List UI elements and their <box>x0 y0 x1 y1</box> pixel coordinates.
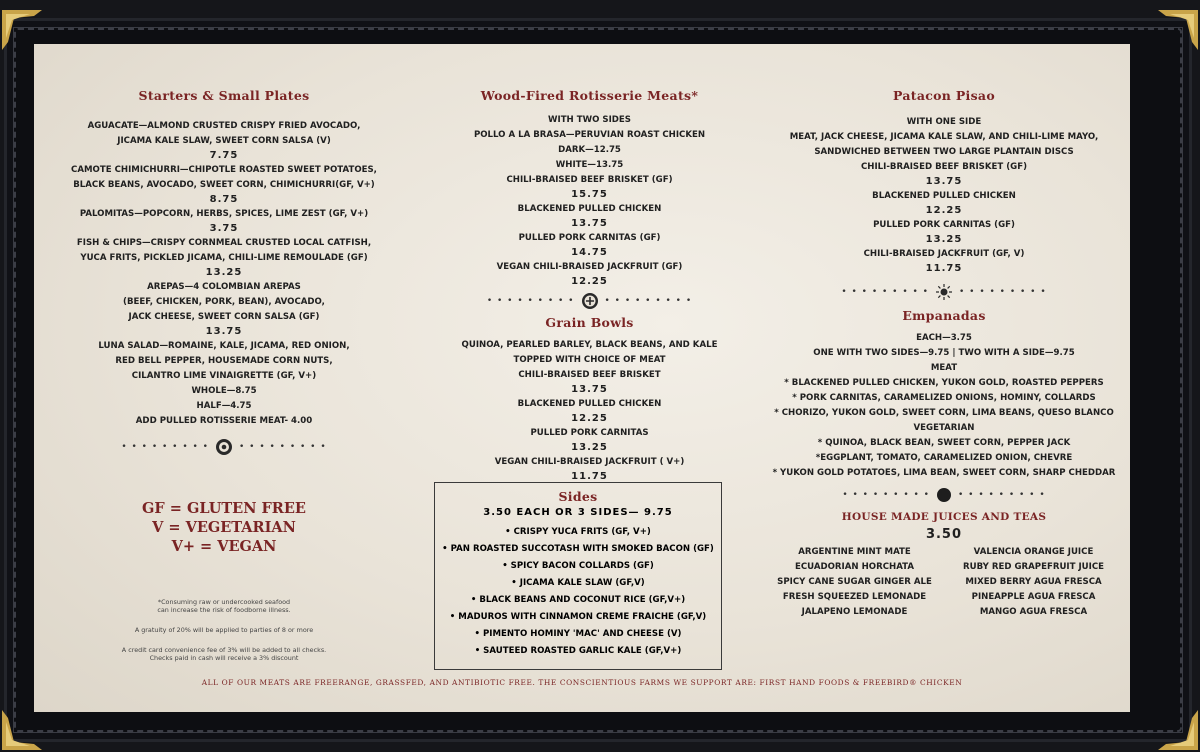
juice-item: MANGO AGUA FRESCA <box>979 607 1088 617</box>
starters-line: FISH & CHIPS—CRISPY CORNMEAL CRUSTED LOCAL CATFISH, <box>76 238 372 248</box>
fine-print-line: can increase the risk of foodborne illness. <box>157 606 291 614</box>
price: 8.75 <box>209 194 239 205</box>
side-item: • PAN ROASTED SUCCOTASH WITH SMOKED BACON (GF) <box>442 544 714 554</box>
grain-bowls-list <box>412 338 767 484</box>
patacon-list <box>769 115 1119 276</box>
starters-line: (BEEF, CHICKEN, PORK, BEAN), AVOCADO, <box>123 297 325 307</box>
rotisserie-column <box>412 44 767 484</box>
juice-item: ECUADORIAN HORCHATA <box>794 562 915 572</box>
sides-heading: Sides <box>558 489 598 504</box>
side-item: • SAUTEED ROASTED GARLIC KALE (GF,V+) <box>474 646 682 656</box>
ornament-divider <box>769 483 1119 507</box>
starters-line: CILANTRO LIME VINAIGRETTE (GF, V+) <box>131 371 317 381</box>
price: 7.75 <box>209 150 239 161</box>
juices-right-column <box>948 545 1119 620</box>
price: 13.75 <box>925 176 963 187</box>
rotisserie-list <box>412 113 767 289</box>
juice-item: MIXED BERRY AGUA FRESCA <box>965 577 1102 587</box>
price: 11.75 <box>571 471 608 482</box>
side-item: • MADUROS WITH CINNAMON CREME FRAICHE (GF,V) <box>449 612 707 622</box>
legend-gf: GF = GLUTEN FREE <box>142 500 306 517</box>
rotisserie-line: WHITE—13.75 <box>555 160 624 170</box>
price: 13.25 <box>205 267 243 278</box>
empanadas-line: MEAT <box>930 363 958 373</box>
price: 12.25 <box>571 276 608 287</box>
starters-column <box>44 44 404 662</box>
starters-line: LUNA SALAD—ROMAINE, KALE, JICAMA, RED ONION, <box>98 341 350 351</box>
empanadas-heading: Empanadas <box>902 308 986 323</box>
juice-item: PINEAPPLE AGUA FRESCA <box>971 592 1096 602</box>
ornament-divider <box>769 280 1119 304</box>
starters-line: AGUACATE—ALMOND CRUSTED CRISPY FRIED AVOCADO, <box>87 121 361 131</box>
starters-line: BLACK BEANS, AVOCADO, SWEET CORN, CHIMICHURRI(GF, V+) <box>73 180 375 190</box>
sides-list <box>435 524 721 660</box>
juices-price: 3.50 <box>925 527 963 542</box>
corner-ornament-icon <box>1156 8 1200 52</box>
starters-line: YUCA FRITS, PICKLED JICAMA, CHILI-LIME REMOULADE (GF) <box>80 253 368 263</box>
juices-heading: HOUSE MADE JUICES AND TEAS <box>841 511 1047 523</box>
starters-line: PALOMITAS—POPCORN, HERBS, SPICES, LIME ZEST (GF, V+) <box>79 209 369 219</box>
juice-item: RUBY RED GRAPEFRUIT JUICE <box>962 562 1105 572</box>
fine-print-line: A credit card convenience fee of 3% will be added to all checks. <box>121 646 327 654</box>
empanadas-line: ONE WITH TWO SIDES—9.75 | TWO WITH A SIDE—9.75 <box>813 348 1075 358</box>
juices-list <box>769 545 1119 620</box>
price: 12.25 <box>571 413 608 424</box>
empanadas-line: * CHORIZO, YUKON GOLD, SWEET CORN, LIMA BEANS, QUESO BLANCO <box>774 408 1114 418</box>
grain-bowls-heading: Grain Bowls <box>545 315 634 330</box>
juice-item: JALAPENO LEMONADE <box>801 607 908 617</box>
grain-bowls-line: PULLED PORK CARNITAS <box>530 428 649 438</box>
rotisserie-line: DARK—12.75 <box>558 145 621 155</box>
side-item: • PIMENTO HOMINY 'MAC' AND CHEESE (V) <box>474 629 682 639</box>
starters-list <box>44 119 404 429</box>
price: 15.75 <box>571 189 608 200</box>
divider-dots: • • • • • • • • • <box>841 287 929 297</box>
patacon-column <box>769 44 1119 620</box>
patacon-line: MEAT, JACK CHEESE, JICAMA KALE SLAW, AND CHILI-LIME MAYO, <box>789 132 1099 142</box>
starters-line: JICAMA KALE SLAW, SWEET CORN SALSA (V) <box>117 136 331 146</box>
juices-left-column <box>769 545 940 620</box>
starters-line: ADD PULLED ROTISSERIE MEAT- 4.00 <box>135 416 313 426</box>
corner-ornament-icon <box>0 708 44 752</box>
starters-line: WHOLE—8.75 <box>191 386 257 396</box>
grain-bowls-line: BLACKENED PULLED CHICKEN <box>517 399 662 409</box>
patacon-line: CHILI-BRAISED BEEF BRISKET (GF) <box>860 162 1027 172</box>
rotisserie-line: POLLO A LA BRASA—PERUVIAN ROAST CHICKEN <box>473 130 706 140</box>
side-item: • CRISPY YUCA FRITS (GF, V+) <box>505 527 651 537</box>
cuy-medallion-icon <box>215 438 233 456</box>
starters-line: HALF—4.75 <box>196 401 252 411</box>
empanada-dot-icon <box>936 487 952 503</box>
starters-heading: Starters & Small Plates <box>138 88 310 103</box>
empanadas-line: EACH—3.75 <box>916 333 972 343</box>
grain-bowls-line: CHILI-BRAISED BEEF BRISKET <box>518 370 661 380</box>
rotisserie-line: CHILI-BRAISED BEEF BRISKET (GF) <box>506 175 673 185</box>
starters-line: AREPAS—4 COLOMBIAN AREPAS <box>147 282 301 292</box>
grain-bowls-line: TOPPED WITH CHOICE OF MEAT <box>513 355 666 365</box>
legend-v: V = VEGETARIAN <box>152 519 296 536</box>
side-item: • BLACK BEANS AND COCONUT RICE (GF,V+) <box>470 595 686 605</box>
empanadas-line: *EGGPLANT, TOMATO, CARAMELIZED ONION, CHEVRE <box>815 453 1073 463</box>
sun-icon <box>935 283 953 301</box>
price: 3.75 <box>209 223 239 234</box>
corner-ornament-icon <box>1156 708 1200 752</box>
divider-dots: • • • • • • • • • <box>239 442 327 452</box>
juice-item: ARGENTINE MINT MATE <box>798 547 911 557</box>
legend-vplus: V+ = VEGAN <box>171 538 277 555</box>
price: 13.25 <box>925 234 963 245</box>
fine-print-line: Checks paid in cash will receive a 3% discount <box>149 654 299 662</box>
juice-item: SPICY CANE SUGAR GINGER ALE <box>777 577 932 587</box>
patacon-line: BLACKENED PULLED CHICKEN <box>872 191 1016 201</box>
price: 13.75 <box>571 218 608 229</box>
menu-page <box>34 44 1130 712</box>
rotisserie-line: WITH TWO SIDES <box>548 115 631 125</box>
rotisserie-line: BLACKENED PULLED CHICKEN <box>517 204 662 214</box>
rotisserie-line: VEGAN CHILI-BRAISED JACKFRUIT (GF) <box>496 262 683 272</box>
patacon-line: SANDWICHED BETWEEN TWO LARGE PLANTAIN DISCS <box>814 147 1074 157</box>
divider-dots: • • • • • • • • • <box>958 490 1046 500</box>
fine-print-line: *Consuming raw or undercooked seafood <box>157 598 291 606</box>
starters-line: JACK CHEESE, SWEET CORN SALSA (GF) <box>128 312 320 322</box>
empanadas-line: * QUINOA, BLACK BEAN, SWEET CORN, PEPPER JACK <box>817 438 1071 448</box>
divider-dots: • • • • • • • • • <box>604 296 693 306</box>
rotisserie-heading: Wood-Fired Rotisserie Meats* <box>480 88 699 103</box>
legend <box>44 499 404 556</box>
divider-dots: • • • • • • • • • <box>842 490 930 500</box>
starters-line: RED BELL PEPPER, HOUSEMADE CORN NUTS, <box>115 356 333 366</box>
price: 14.75 <box>571 247 608 258</box>
sides-box <box>434 482 722 670</box>
price: 13.75 <box>571 384 608 395</box>
patacon-line: CHILI-BRAISED JACKFRUIT (GF, V) <box>863 249 1025 259</box>
patacon-line: PULLED PORK CARNITAS (GF) <box>873 220 1015 230</box>
grain-bowls-line: QUINOA, PEARLED BARLEY, BLACK BEANS, AND KALE <box>461 340 718 350</box>
rotisserie-line: PULLED PORK CARNITAS (GF) <box>518 233 661 243</box>
patacon-line: WITH ONE SIDE <box>906 117 982 127</box>
ornament-divider <box>412 289 767 313</box>
patacon-heading: Patacon Pisao <box>893 88 995 103</box>
juice-item: FRESH SQUEEZED LEMONADE <box>782 592 927 602</box>
ornament-divider <box>44 435 404 459</box>
price: 13.25 <box>571 442 608 453</box>
starters-line: CAMOTE CHIMICHURRI—CHIPOTLE ROASTED SWEET POTATOES, <box>71 165 377 175</box>
fine-print-line: A gratuity of 20% will be applied to parties of 8 or more <box>134 626 314 634</box>
price: 12.25 <box>925 205 963 216</box>
juice-item: VALENCIA ORANGE JUICE <box>973 547 1094 557</box>
sides-price-line: 3.50 EACH OR 3 SIDES— 9.75 <box>483 507 673 518</box>
price: 11.75 <box>925 263 963 274</box>
divider-dots: • • • • • • • • • <box>121 442 209 452</box>
grain-bowls-line: VEGAN CHILI-BRAISED JACKFRUIT ( V+) <box>494 457 685 467</box>
divider-dots: • • • • • • • • • <box>486 296 575 306</box>
empanadas-line: * BLACKENED PULLED CHICKEN, YUKON GOLD, ROASTED PEPPERS <box>784 378 1104 388</box>
empanadas-line: * PORK CARNITAS, CARAMELIZED ONIONS, HOMINY, COLLARDS <box>792 393 1096 403</box>
empanadas-list <box>769 331 1119 481</box>
side-item: • JICAMA KALE SLAW (GF,V) <box>511 578 645 588</box>
empanadas-line: * YUKON GOLD POTATOES, LIMA BEAN, SWEET CORN, SHARP CHEDDAR <box>772 468 1116 478</box>
side-item: • SPICY BACON COLLARDS (GF) <box>502 561 654 571</box>
price: 13.75 <box>205 326 243 337</box>
sourcing-footer: ALL OF OUR MEATS ARE FREERANGE, GRASSFED, AND ANTIBIOTIC FREE. THE CONSCIENTIOUS FARMS WE SUPPORT ARE: FIRST HAND FOODS & FREEBIRD® CHICKEN <box>201 678 963 687</box>
rotisserie-medallion-icon <box>581 292 599 310</box>
fine-print <box>44 598 404 662</box>
divider-dots: • • • • • • • • • <box>959 287 1047 297</box>
empanadas-line: VEGETARIAN <box>913 423 975 433</box>
